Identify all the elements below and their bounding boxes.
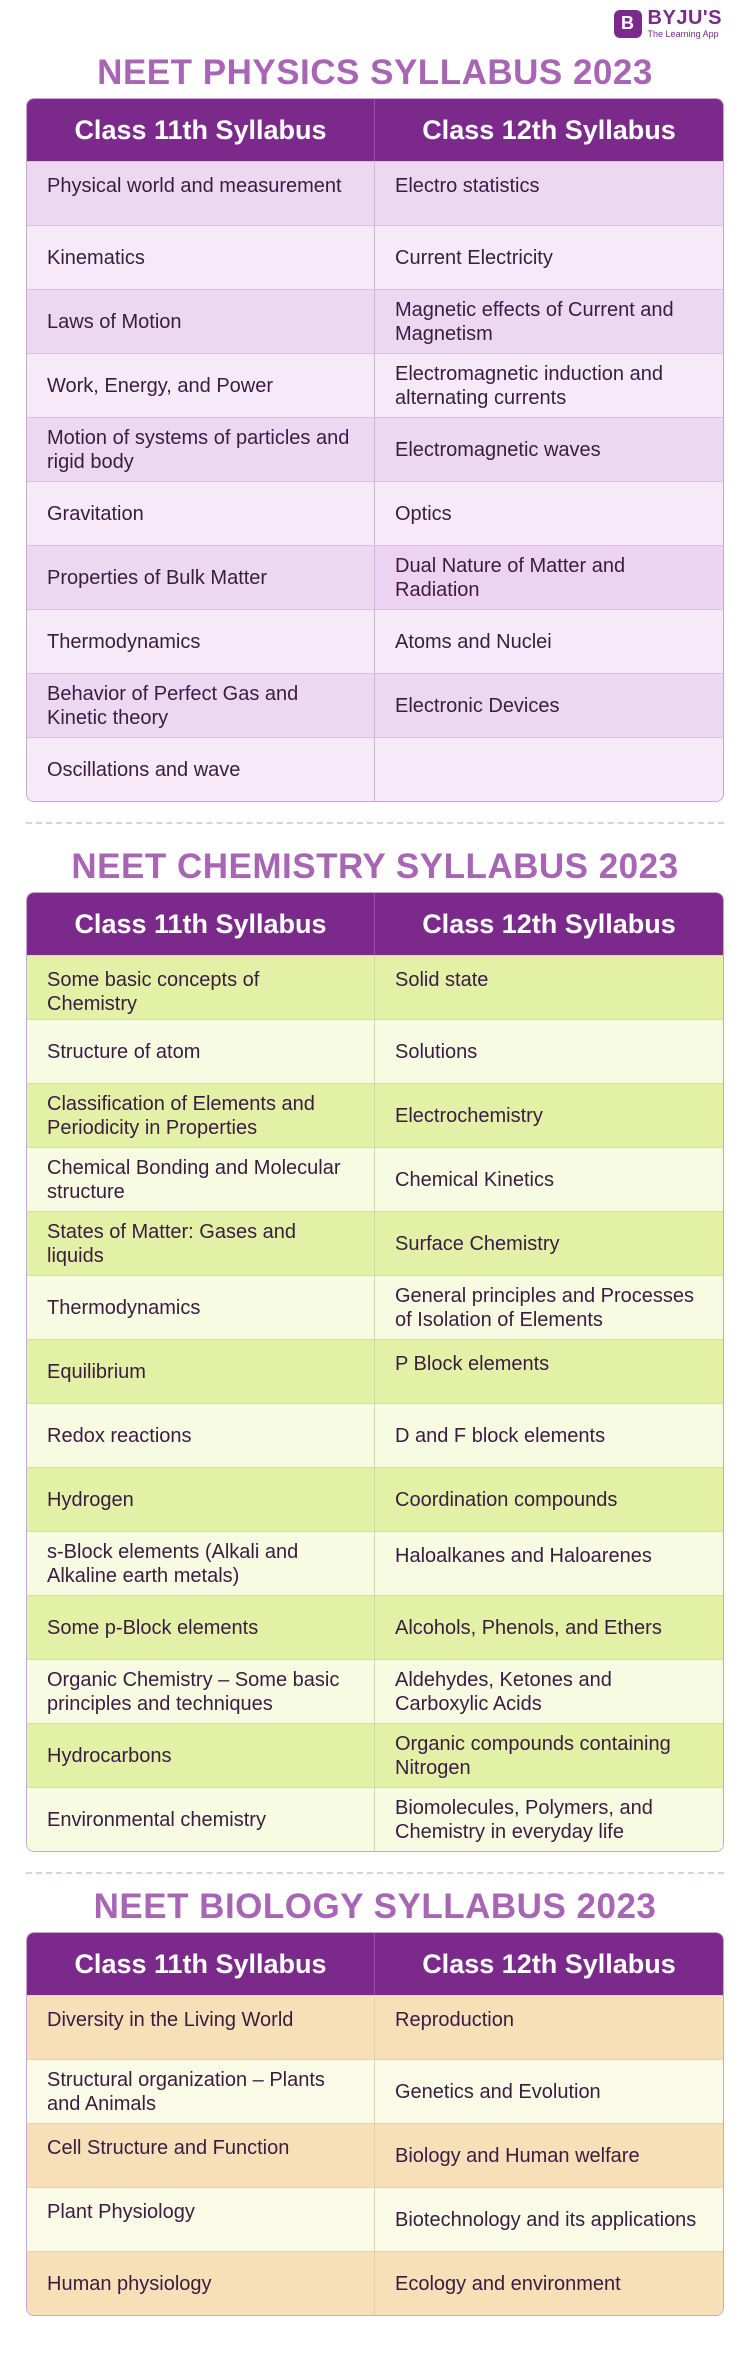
table-row bbox=[27, 1787, 723, 1851]
class-11-topic: Diversity in the Living World bbox=[27, 1995, 375, 2059]
table-header-row bbox=[27, 893, 723, 955]
table-row bbox=[27, 1723, 723, 1787]
class-12-topic: Electromagnetic induction and alternating currents bbox=[375, 353, 723, 417]
class-12-topic: Electro statistics bbox=[375, 161, 723, 225]
table-row bbox=[27, 1467, 723, 1531]
table-row bbox=[27, 955, 723, 1019]
class-11-topic: Cell Structure and Function bbox=[27, 2123, 375, 2187]
class-12-topic: Surface Chemistry bbox=[375, 1211, 723, 1275]
class-11-topic: Hydrocarbons bbox=[27, 1723, 375, 1787]
chemistry-table bbox=[26, 892, 724, 1852]
class-12-topic: Dual Nature of Matter and Radiation bbox=[375, 545, 723, 609]
table-row bbox=[27, 1019, 723, 1083]
class-12-topic: Ecology and environment bbox=[375, 2251, 723, 2315]
class-11-topic: States of Matter: Gases and liquids bbox=[27, 1211, 375, 1275]
class-11-topic: Classification of Elements and Periodicity in Properties bbox=[27, 1083, 375, 1147]
chemistry-section bbox=[26, 842, 724, 1852]
physics-rows bbox=[27, 161, 723, 801]
table-row bbox=[27, 2059, 723, 2123]
table-row bbox=[27, 2123, 723, 2187]
class-11-topic: s-Block elements (Alkali and Alkaline earth metals) bbox=[27, 1531, 375, 1595]
class-12-topic: Reproduction bbox=[375, 1995, 723, 2059]
table-row bbox=[27, 1595, 723, 1659]
table-row bbox=[27, 1403, 723, 1467]
class-11-topic: Environmental chemistry bbox=[27, 1787, 375, 1851]
class-12-topic: Electronic Devices bbox=[375, 673, 723, 737]
class-11-topic: Motion of systems of particles and rigid body bbox=[27, 417, 375, 481]
logo-name: BYJU'S bbox=[647, 7, 722, 29]
biology-section bbox=[26, 1882, 724, 2316]
class-12-topic: Solid state bbox=[375, 955, 723, 1019]
class-12-topic: Haloalkanes and Haloarenes bbox=[375, 1531, 723, 1595]
class-12-topic: Biology and Human welfare bbox=[375, 2123, 723, 2187]
class-12-topic: Magnetic effects of Current and Magnetism bbox=[375, 289, 723, 353]
class-11-topic: Work, Energy, and Power bbox=[27, 353, 375, 417]
class-12-topic: Biomolecules, Polymers, and Chemistry in everyday life bbox=[375, 1787, 723, 1851]
header-class-12: Class 12th Syllabus bbox=[375, 99, 723, 161]
header-class-12: Class 12th Syllabus bbox=[375, 893, 723, 955]
table-row bbox=[27, 2187, 723, 2251]
class-11-topic: Physical world and measurement bbox=[27, 161, 375, 225]
physics-section bbox=[26, 48, 724, 802]
class-11-topic: Some p-Block elements bbox=[27, 1595, 375, 1659]
table-header-row bbox=[27, 1933, 723, 1995]
class-11-topic: Structural organization – Plants and Animals bbox=[27, 2059, 375, 2123]
class-12-topic: Electromagnetic waves bbox=[375, 417, 723, 481]
logo-text bbox=[648, 8, 722, 39]
class-11-topic: Gravitation bbox=[27, 481, 375, 545]
class-12-topic: Solutions bbox=[375, 1019, 723, 1083]
class-11-topic: Equilibrium bbox=[27, 1339, 375, 1403]
table-row bbox=[27, 737, 723, 801]
class-11-topic: Oscillations and wave bbox=[27, 737, 375, 801]
table-row bbox=[27, 673, 723, 737]
header-class-11: Class 11th Syllabus bbox=[27, 893, 375, 955]
chemistry-rows bbox=[27, 955, 723, 1851]
table-row bbox=[27, 609, 723, 673]
class-12-topic: D and F block elements bbox=[375, 1403, 723, 1467]
class-11-topic: Hydrogen bbox=[27, 1467, 375, 1531]
table-row bbox=[27, 2251, 723, 2315]
table-row bbox=[27, 481, 723, 545]
table-row bbox=[27, 1659, 723, 1723]
table-row bbox=[27, 417, 723, 481]
table-row bbox=[27, 1339, 723, 1403]
class-11-topic: Laws of Motion bbox=[27, 289, 375, 353]
class-12-topic bbox=[375, 737, 723, 801]
class-11-topic: Plant Physiology bbox=[27, 2187, 375, 2251]
table-row bbox=[27, 225, 723, 289]
class-11-topic: Kinematics bbox=[27, 225, 375, 289]
biology-table bbox=[26, 1932, 724, 2316]
header-class-11: Class 11th Syllabus bbox=[27, 99, 375, 161]
class-11-topic: Thermodynamics bbox=[27, 1275, 375, 1339]
class-12-topic: General principles and Processes of Isolation of Elements bbox=[375, 1275, 723, 1339]
table-row bbox=[27, 1083, 723, 1147]
table-row bbox=[27, 289, 723, 353]
class-12-topic: Aldehydes, Ketones and Carboxylic Acids bbox=[375, 1659, 723, 1723]
byjus-b-logo-icon: B bbox=[614, 10, 642, 38]
class-12-topic: Electrochemistry bbox=[375, 1083, 723, 1147]
class-12-topic: Optics bbox=[375, 481, 723, 545]
class-12-topic: Biotechnology and its applications bbox=[375, 2187, 723, 2251]
table-row bbox=[27, 1211, 723, 1275]
logo-tagline: The Learning App bbox=[647, 29, 719, 39]
table-row bbox=[27, 1995, 723, 2059]
byjus-logo bbox=[614, 8, 722, 39]
class-11-topic: Behavior of Perfect Gas and Kinetic theory bbox=[27, 673, 375, 737]
header-class-11: Class 11th Syllabus bbox=[27, 1933, 375, 1995]
section-divider bbox=[26, 1872, 724, 1874]
class-12-topic: Organic compounds containing Nitrogen bbox=[375, 1723, 723, 1787]
class-11-topic: Organic Chemistry – Some basic principles and techniques bbox=[27, 1659, 375, 1723]
class-12-topic: Atoms and Nuclei bbox=[375, 609, 723, 673]
class-12-topic: Chemical Kinetics bbox=[375, 1147, 723, 1211]
table-row bbox=[27, 353, 723, 417]
header-class-12: Class 12th Syllabus bbox=[375, 1933, 723, 1995]
table-row bbox=[27, 1531, 723, 1595]
class-12-topic: Coordination compounds bbox=[375, 1467, 723, 1531]
class-12-topic: Alcohols, Phenols, and Ethers bbox=[375, 1595, 723, 1659]
class-12-topic: P Block elements bbox=[375, 1339, 723, 1403]
class-11-topic: Chemical Bonding and Molecular structure bbox=[27, 1147, 375, 1211]
table-row bbox=[27, 1275, 723, 1339]
section-divider bbox=[26, 822, 724, 824]
class-11-topic: Human physiology bbox=[27, 2251, 375, 2315]
chemistry-title: NEET CHEMISTRY SYLLABUS 2023 bbox=[71, 847, 679, 886]
table-row bbox=[27, 545, 723, 609]
physics-title: NEET PHYSICS SYLLABUS 2023 bbox=[97, 53, 653, 92]
class-11-topic: Properties of Bulk Matter bbox=[27, 545, 375, 609]
biology-title: NEET BIOLOGY SYLLABUS 2023 bbox=[93, 1887, 657, 1926]
class-11-topic: Structure of atom bbox=[27, 1019, 375, 1083]
class-12-topic: Genetics and Evolution bbox=[375, 2059, 723, 2123]
table-row bbox=[27, 161, 723, 225]
table-row bbox=[27, 1147, 723, 1211]
class-11-topic: Redox reactions bbox=[27, 1403, 375, 1467]
table-header-row bbox=[27, 99, 723, 161]
biology-rows bbox=[27, 1995, 723, 2315]
class-11-topic: Some basic concepts of Chemistry bbox=[27, 955, 375, 1019]
physics-table bbox=[26, 98, 724, 802]
class-11-topic: Thermodynamics bbox=[27, 609, 375, 673]
class-12-topic: Current Electricity bbox=[375, 225, 723, 289]
